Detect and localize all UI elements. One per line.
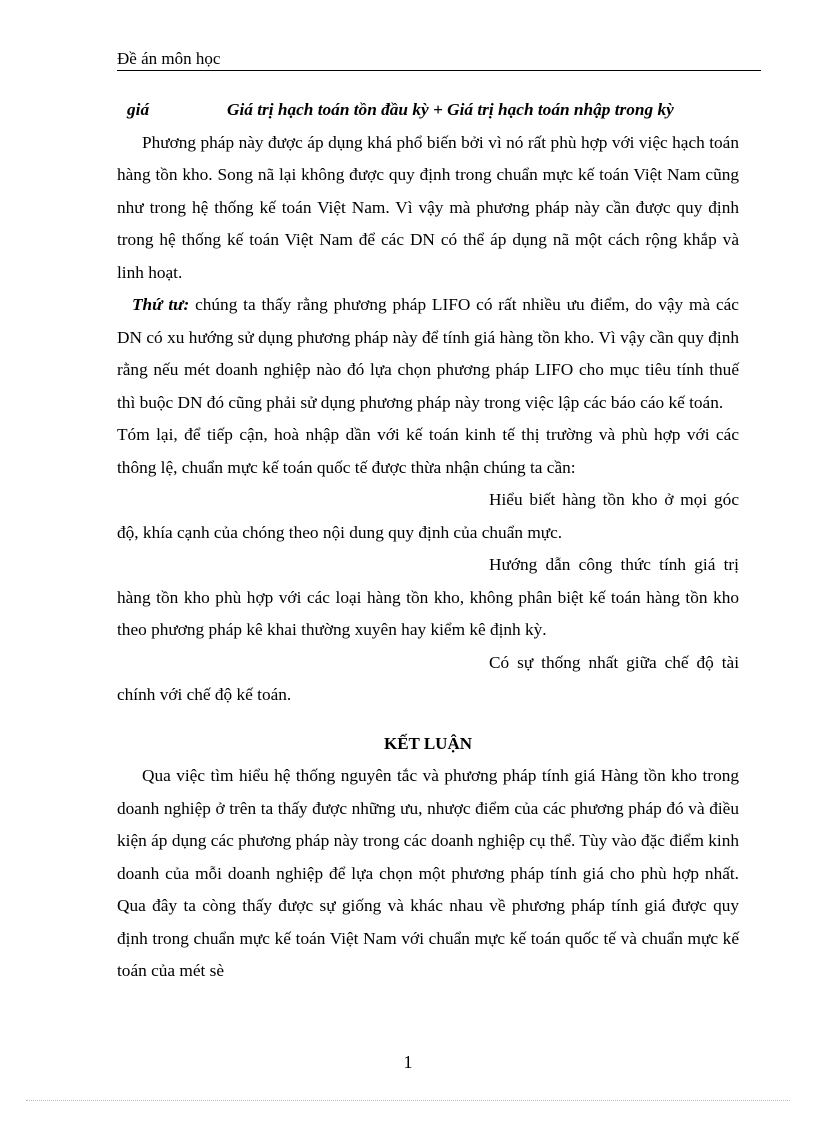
paragraph-fourth-point bbox=[117, 289, 739, 419]
paragraph-lead-label: Thứ tư: bbox=[132, 295, 190, 314]
list-item-consistency: Có sự thống nhất giữa chế độ tài chính với chế độ kế toán. bbox=[117, 652, 739, 704]
formula-line bbox=[117, 94, 739, 127]
formula-label: giá bbox=[127, 100, 150, 119]
paragraph-summary: Tóm lại, để tiếp cận, hoà nhập dần với kế toán kinh tế thị trường và phù hợp với các thông lệ, chuẩn mực kế toán quốc tế được thừa nhận chúng ta cần: bbox=[117, 425, 739, 477]
page-number: 1 bbox=[403, 1052, 413, 1072]
document-body bbox=[117, 94, 739, 988]
paragraph-fourth-point-text: chúng ta thấy rằng phương pháp LIFO có rất nhiều ưu điểm, do vậy mà các DN có xu hướng sử dụng phương pháp này để tính giá hàng tồn kho. Vì vậy cần quy định rằng nếu mét doanh nghiệp nào đó lựa chọn phương pháp LIFO cho mục tiêu tính thuế thì buộc DN đó cũng phải sử dụng phương pháp này trong việc lập các báo cáo kế toán. bbox=[117, 295, 739, 412]
paragraph-lifo-recommendation: Phương pháp này được áp dụng khá phổ biến bởi vì nó rất phù hợp với việc hạch toán hàng tồn kho. Song nã lại không được quy định trong chuẩn mực kế toán Việt Nam cũng như trong hệ thống kế toán Việt Nam. Vì vậy mà phương pháp này cần được quy định trong hệ thống kế toán Việt Nam để các DN có thể áp dụng nã một cách rộng khắp và linh hoạt. bbox=[117, 132, 739, 282]
page-bottom-border bbox=[26, 1100, 790, 1101]
list-item-understanding: Hiểu biết hàng tồn kho ở mọi góc độ, khía cạnh của chóng theo nội dung quy định của chuẩn mực. bbox=[117, 490, 739, 542]
list-item-guidance: Hướng dẫn công thức tính giá trị hàng tồn kho phù hợp với các loại hàng tồn kho, không phân biệt kế toán hàng tồn kho theo phương pháp kê khai thường xuyên hay kiểm kê định kỳ. bbox=[117, 555, 739, 639]
conclusion-heading: KẾT LUẬN bbox=[383, 733, 472, 753]
formula-expression: Giá trị hạch toán tồn đầu kỳ + Giá trị hạch toán nhập trong kỳ bbox=[227, 100, 674, 119]
header-divider bbox=[117, 70, 761, 71]
conclusion-paragraph: Qua việc tìm hiểu hệ thống nguyên tắc và phương pháp tính giá Hàng tồn kho trong doanh nghiệp ở trên ta thấy được những ưu, nhược điểm của các phương pháp đó và điều kiện áp dụng các phương pháp này trong các doanh nghiệp cụ thể. Tùy vào đặc điểm kinh doanh của mỗi doanh nghiệp để lựa chọn một phương pháp tính giá cho phù hợp nhất. Qua đây ta còng thấy được sự giống và khác nhau về phương pháp tính giá được quy định trong chuẩn mực kế toán Việt Nam với chuẩn mực kế toán quốc tế và chuẩn mực kế toán của mét sè bbox=[117, 766, 739, 980]
page-header-title: Đề án môn học bbox=[117, 49, 221, 68]
